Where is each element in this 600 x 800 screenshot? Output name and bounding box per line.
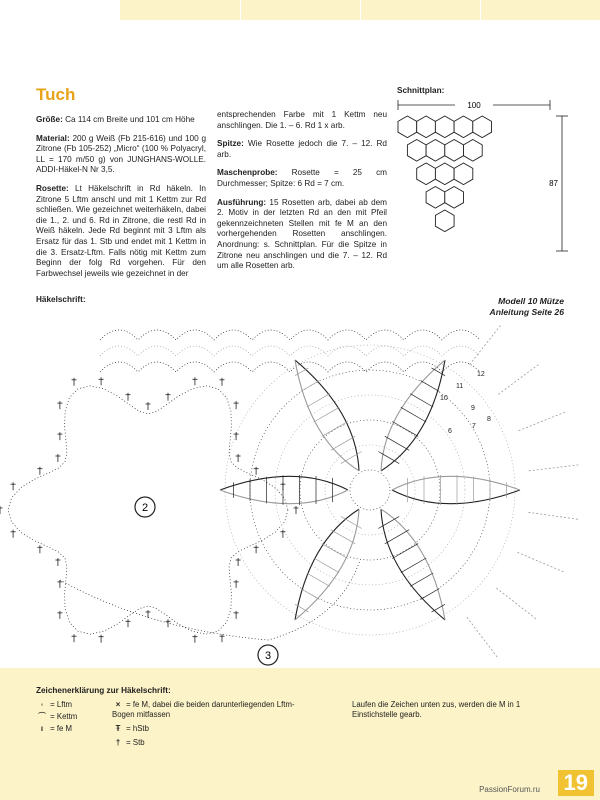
- edge-scallop-row: [100, 362, 480, 372]
- legend-chain: ◦ = Lftm: [40, 700, 73, 709]
- stitch-mark: [401, 558, 426, 573]
- motif-number-2: 2: [141, 502, 149, 514]
- size-label: Größe:: [36, 115, 63, 124]
- plan-hexagon: [417, 163, 436, 185]
- rosette-round: [300, 420, 440, 560]
- rosette-petal: [220, 476, 348, 490]
- legend-single-crochet: ı = fe M: [40, 724, 73, 733]
- edge-spoke: [498, 365, 538, 395]
- gauge-label: Maschenprobe:: [217, 168, 278, 178]
- model-reference-line-2: Anleitung Seite 26: [489, 307, 564, 317]
- page-number: 19: [558, 770, 594, 796]
- round-number-6: 6: [448, 428, 452, 435]
- rosette-petal: [295, 360, 359, 471]
- rosette-petal: [295, 360, 359, 471]
- stitch-mark: [301, 589, 320, 600]
- plan-hexagon: [445, 187, 464, 209]
- plan-hexagon: [454, 163, 473, 185]
- round-number-12: 12: [477, 371, 485, 378]
- layout-plan-diagram: [390, 96, 570, 261]
- material-label: Material:: [36, 133, 70, 143]
- legend-note: Laufen die Zeichen unten zus, werden die M in 1 Einstichstelle gearb.: [352, 700, 521, 719]
- watermark: PassionForum.ru: [479, 785, 540, 794]
- rosette-petal: [381, 509, 445, 620]
- edge-spoke: [519, 412, 565, 431]
- edge-spoke: [517, 552, 563, 572]
- edge-scallop-row: [100, 330, 480, 340]
- stitch-mark: [385, 436, 409, 450]
- plan-height-label: 87: [549, 179, 558, 188]
- stitch-mark: [421, 381, 440, 392]
- instructions-column-1: [36, 115, 206, 287]
- stitch-mark: [401, 407, 426, 422]
- rosette-text: Lt Häkelschrift in Rd häkeln. In Zitrone 5 Lftm anschl und mit 1 Kettm zur Rd schließen. Wie gezeichnet weiterhäkeln, dabei die 1., 2. und 6. Rd in Zitrone, die restl Rd in Weiß häkeln. Jede Rd beginnt mit 3 Lftm als Ersatz für das 1. Stb und endet mit 1 Kettm in die 3. Ersatz-Lftm. Falls nötig mit Kettm zum Beginn der folg Rd vorgehen. Für den Farbwechsel jeweils wie gezeichnet in der: [36, 183, 206, 278]
- stitch-mark: [314, 558, 339, 573]
- legend-panel: [0, 668, 600, 800]
- material-text: 200 g Weiß (Fb 215-616) und 100 g Zitrone (Fb 105-252) „Micro“ (100 % Polyacryl, LL = 170 m/50 g) von JUNGHANS-WOLLE. ADDI-Häkel-N Nr 3,5.: [36, 133, 206, 175]
- legend-double: † = Stb: [115, 738, 145, 747]
- plan-hexagon: [454, 116, 473, 138]
- size-text: Ca 114 cm Breite und 101 cm Höhe: [62, 115, 195, 124]
- rosette-petal: [392, 490, 520, 504]
- stitch-mark: [307, 394, 330, 407]
- plan-hexagon: [426, 187, 445, 209]
- execution-label: Ausführung:: [217, 197, 267, 207]
- rosette-label: Rosette:: [36, 183, 69, 193]
- rosette-round: [225, 345, 515, 635]
- stitch-mark: [331, 530, 355, 544]
- motif-number-3: 3: [264, 650, 272, 662]
- gauge-text: Rosette = 25 cm Durchmesser; Spitze: 6 Rd = 7 cm.: [217, 168, 387, 188]
- stitch-mark: [322, 544, 348, 559]
- stitch-mark: [331, 436, 355, 450]
- plan-hexagon: [473, 116, 492, 138]
- rosette-petal: [220, 490, 348, 504]
- rosette-continuation: entsprechenden Farbe mit 1 Kettm neu anschlingen. Die 1. – 6. Rd 1 x arb.: [217, 110, 387, 130]
- rosette-round: [325, 445, 415, 535]
- legend-half-double: Ŧ = hStb: [115, 724, 149, 733]
- rosette-round: [250, 370, 490, 610]
- stitch-mark: [301, 381, 320, 392]
- plan-hexagon: [464, 140, 483, 162]
- plan-hexagon: [417, 116, 436, 138]
- edge-scallop-row: [100, 346, 480, 356]
- stitch-mark: [410, 573, 433, 586]
- model-reference-line-1: Modell 10 Mütze: [498, 296, 564, 306]
- stitch-mark: [421, 589, 440, 600]
- rosette-petal: [295, 509, 359, 620]
- top-color-band: [120, 0, 600, 20]
- stitch-mark: [314, 407, 339, 422]
- plan-hexagon: [435, 163, 454, 185]
- edge-spoke: [529, 465, 579, 471]
- instructions-column-2: [217, 110, 387, 280]
- plan-hexagon: [407, 140, 426, 162]
- round-number-8: 8: [487, 416, 491, 423]
- round-number-7: 7: [472, 423, 476, 430]
- round-number-9: 9: [471, 405, 475, 412]
- crochet-chart: [0, 310, 600, 670]
- edge-spoke: [528, 512, 578, 519]
- plan-hexagon: [435, 210, 454, 232]
- stitch-mark: [392, 544, 418, 559]
- legend-title: Zeichenerklärung zur Häkelschrift:: [36, 686, 171, 695]
- edge-spoke: [470, 326, 501, 365]
- edge-spoke: [467, 617, 497, 657]
- rosette-petal: [381, 509, 445, 620]
- rosette-petal: [295, 509, 359, 620]
- plan-hexagon: [445, 140, 464, 162]
- execution-text: 15 Rosetten arb, dabei ab dem 2. Motiv in der letzten Rd an den mit Pfeil gekennzeichneten Stellen mit fe M an den vorhergehenden Rosetten anschlingen. Anordnung: s. Schnittplan. Für die Spitze in Zitrone neu anschlingen und die 7. – 12. Rd um alle Rosetten arb.: [217, 197, 387, 271]
- rosette-petal: [381, 360, 445, 471]
- edge-label: Spitze:: [217, 139, 244, 149]
- stitch-mark: [322, 422, 348, 437]
- rosette-round: [275, 395, 465, 585]
- page-title: Tuch: [36, 85, 76, 104]
- stitch-mark: [410, 394, 433, 407]
- stitch-mark: [385, 530, 409, 544]
- chart-label: Häkelschrift:: [36, 295, 86, 304]
- legend-slip-stitch: ⌒ = Kettm: [38, 712, 78, 721]
- plan-hexagon: [398, 116, 417, 138]
- edge-spoke: [496, 588, 536, 619]
- stitch-mark: [392, 422, 418, 437]
- round-number-10: 10: [440, 395, 448, 402]
- rosette-petal: [381, 360, 445, 471]
- motif-3-outline: [60, 560, 360, 640]
- edge-text: Wie Rosette jedoch die 7. – 12. Rd arb.: [217, 139, 387, 159]
- stitch-mark: [307, 573, 330, 586]
- plan-hexagon: [435, 116, 454, 138]
- plan-hexagon: [426, 140, 445, 162]
- legend-sc-around-loops: × = fe M, dabei die beiden darunterliegenden Lftm-Bogen mitfassen: [112, 700, 295, 719]
- round-number-11: 11: [456, 383, 464, 390]
- rosette-petal: [392, 476, 520, 490]
- rosette-round: [350, 470, 390, 510]
- layout-plan-label: Schnittplan:: [397, 86, 445, 95]
- plan-width-label: 100: [467, 101, 481, 110]
